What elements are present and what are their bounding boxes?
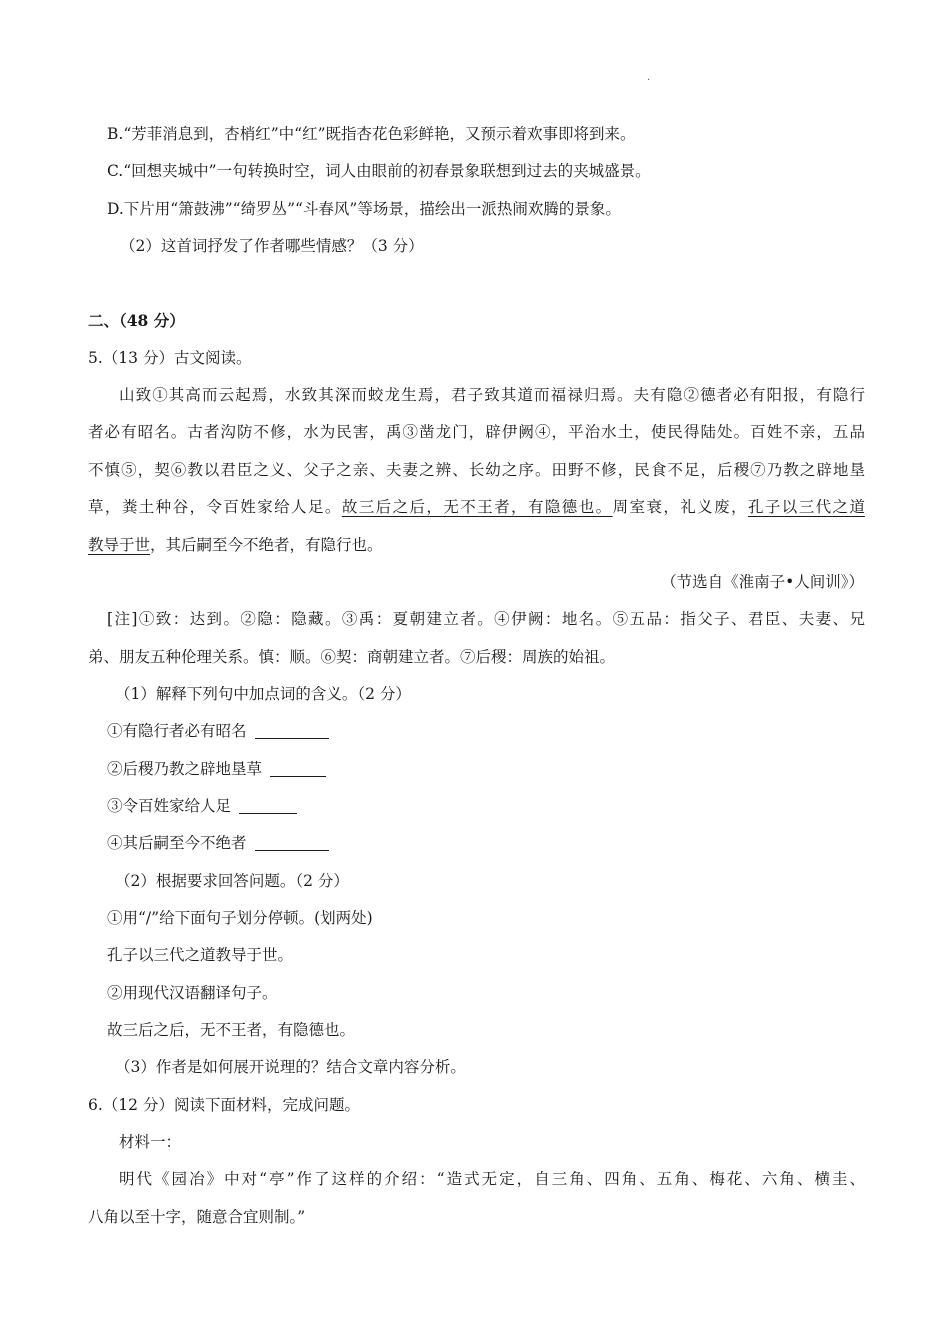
underlined-sentence-1: 故三后之后，无不王者，有隐德也。 bbox=[341, 498, 613, 516]
answer-blank[interactable] bbox=[270, 760, 326, 777]
q5-sub2-b: ②用现代汉语翻译句子。 bbox=[107, 984, 278, 1002]
q5-sub2-b-sentence: 故三后之后，无不王者，有隐德也。 bbox=[107, 1021, 356, 1039]
underlined-sentence-2-end: 教导于世 bbox=[88, 536, 151, 554]
item-2 bbox=[107, 758, 326, 780]
q5-sub2-a-sentence: 孔子以三代之道教导于世。 bbox=[107, 946, 294, 964]
passage-text: 草，粪土种谷，令百姓家给人足。 bbox=[88, 498, 342, 516]
option-d: D.下片用“箫鼓沸”“绮罗丛”“斗春风”等场景，描绘出一派热闹欢腾的景象。 bbox=[107, 200, 621, 218]
q6-title: 6.（12 分）阅读下面材料，完成问题。 bbox=[88, 1096, 360, 1114]
passage-line-4 bbox=[88, 496, 865, 518]
item-text: ①有隐行者必有昭名 bbox=[107, 722, 247, 740]
q4-sub2: （2）这首词抒发了作者哪些情感？（3 分） bbox=[120, 237, 424, 255]
notes-line-2: 弟、朋友五种伦理关系。慎：顺。⑥契：商朝建立者。⑦后稷：周族的始祖。 bbox=[88, 648, 616, 666]
answer-blank[interactable] bbox=[239, 797, 297, 814]
material-label: 材料一： bbox=[119, 1133, 182, 1151]
material-line-1: 明代《园冶》中对“亭”作了这样的介绍：“造式无定，自三角、四角、五角、梅花、六角、横圭、 bbox=[119, 1170, 865, 1188]
q5-title: 5.（13 分）古文阅读。 bbox=[88, 349, 252, 367]
section-heading: 二、（48 分） bbox=[88, 311, 185, 330]
q5-sub2: （2）根据要求回答问题。（2 分） bbox=[115, 872, 349, 890]
notes-line-1: [注]①致：达到。②隐：隐藏。③禹：夏朝建立者。④伊阙：地名。⑤五品：指父子、君臣、夫妻、兄 bbox=[107, 610, 865, 628]
passage-line-2: 者必有昭名。古者沟防不修，水为民害，禹③凿龙门，辟伊阙④，平治水土，使民得陆处。百姓不亲，五品 bbox=[88, 423, 865, 441]
q5-sub1: （1）解释下列句中加点词的含义。（2 分） bbox=[115, 685, 411, 703]
answer-blank[interactable] bbox=[255, 722, 329, 739]
item-4 bbox=[107, 832, 329, 854]
passage-line-3: 不慎⑤，契⑥教以君臣之义、父子之亲、夫妻之辨、长幼之序。田野不修，民食不足，后稷⑦乃教之辟地垦 bbox=[88, 461, 865, 479]
item-3 bbox=[107, 795, 297, 817]
q5-sub3: （3）作者是如何展开说理的？结合文章内容分析。 bbox=[115, 1058, 466, 1076]
answer-blank[interactable] bbox=[255, 834, 329, 851]
underlined-sentence-2: 孔子以三代之道 bbox=[747, 498, 865, 516]
item-text: ④其后嗣至今不绝者 bbox=[107, 834, 247, 852]
option-b: B.“芳菲消息到，杏梢红”中“红”既指杏花色彩鲜艳，又预示着欢事即将到来。 bbox=[107, 125, 636, 143]
item-text: ③令百姓家给人足 bbox=[107, 797, 232, 815]
passage-line-5 bbox=[88, 534, 383, 556]
passage-text: 周室衰，礼义废， bbox=[612, 498, 748, 516]
item-text: ②后稷乃教之辟地垦草 bbox=[107, 760, 263, 778]
passage-line-1: 山致①其高而云起焉，水致其深而蛟龙生焉，君子致其道而福禄归焉。夫有隐②德者必有阳报，有隐行 bbox=[119, 386, 865, 404]
option-c: C.“回想夹城中”一句转换时空，词人由眼前的初春景象联想到过去的夹城盛景。 bbox=[107, 162, 651, 180]
item-1 bbox=[107, 720, 329, 742]
material-line-2: 八角以至十字，随意合宜则制。” bbox=[88, 1208, 306, 1226]
q5-sub2-a: ①用“/”给下面句子划分停顿。(划两处) bbox=[107, 909, 373, 927]
passage-source: （节选自《淮南子•人间训》） bbox=[661, 573, 864, 591]
page-dot: . bbox=[647, 72, 651, 83]
passage-text: ，其后嗣至今不绝者，有隐行也。 bbox=[150, 536, 383, 554]
